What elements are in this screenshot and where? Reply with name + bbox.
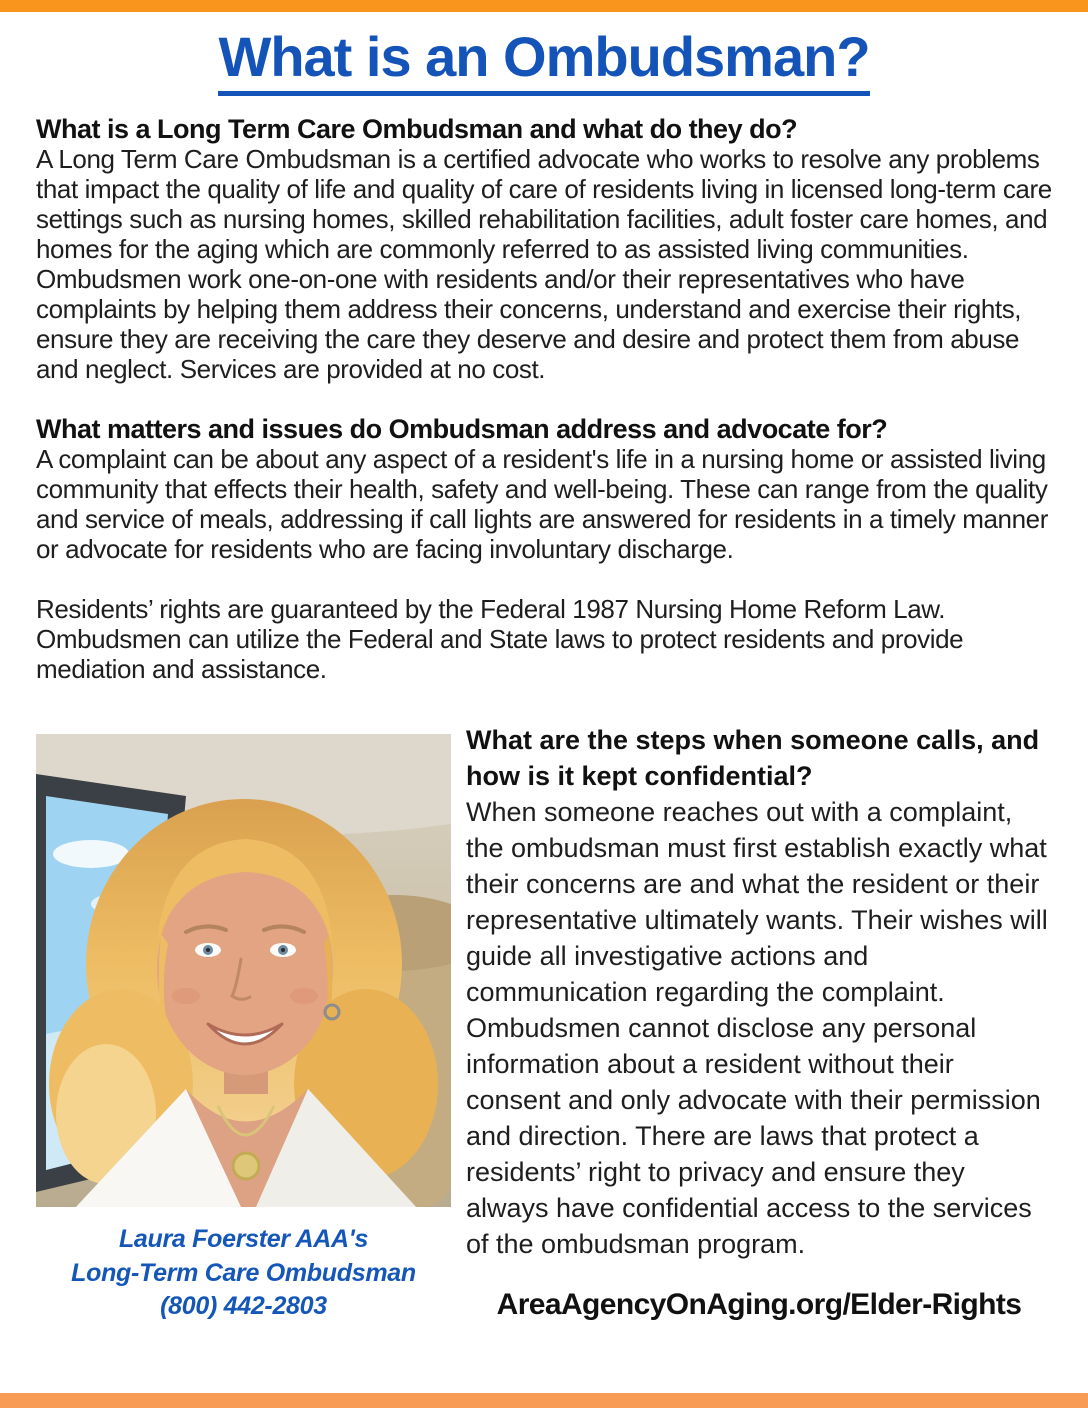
bottom-two-column-area	[36, 722, 1052, 1324]
section-3-body: Residents’ rights are guaranteed by the Federal 1987 Nursing Home Reform Law. Ombudsmen can utilize the Federal and State laws to protect residents and provide mediation and assistance.	[36, 593, 964, 684]
portrait-photo-svg	[36, 734, 451, 1207]
section-what-is-ombudsman	[36, 114, 1052, 384]
photo-column	[36, 722, 456, 1324]
qa-column	[456, 722, 1052, 1322]
section-2-heading: What matters and issues do Ombudsman address and advocate for?	[36, 413, 888, 444]
section-matters-issues	[36, 414, 1052, 564]
website-url: AreaAgencyOnAging.org/Elder-Rights	[496, 1287, 1022, 1321]
section-1-body: A Long Term Care Ombudsman is a certified advocate who works to resolve any problems that impact the quality of life and quality of care of residents living in licensed long-term care settings such as nursing homes, skilled rehabilitation facilities, adult foster care homes, and homes for the aging which are commonly referred to as assisted living communities. Ombudsmen work one-on-one with residents and/or their representatives who have complaints by helping them address their concerns, understand and exercise their rights, ensure they are receiving the care they deserve and desire and protect them from abuse and neglect. Services are provided at no cost.	[36, 143, 1052, 384]
top-accent-bar	[0, 0, 1088, 12]
qa-heading: What are the steps when someone calls, and how is it kept confidential?	[466, 724, 1040, 791]
portrait-photo	[36, 734, 451, 1207]
caption-name: Laura Foerster AAA's	[118, 1224, 369, 1253]
caption-phone: (800) 442-2803	[160, 1292, 327, 1321]
bottom-accent-bar	[0, 1393, 1088, 1408]
page-title: What is an Ombudsman?	[218, 28, 869, 96]
section-2-body: A complaint can be about any aspect of a resident's life in a nursing home or assisted living community that effects their health, safety and well-being. These can range from the quality and service of meals, addressing if call lights are answered for residents in a timely manner or advocate for residents who are facing involuntary discharge.	[36, 443, 1048, 564]
page-title-wrap	[36, 25, 1052, 96]
section-1-heading: What is a Long Term Care Ombudsman and what do they do?	[36, 113, 798, 144]
qa-body: When someone reaches out with a complaint, the ombudsman must first establish exactly what their concerns are and what the resident or their representative ultimately wants. Their wishes will guide all investigative actions and communication regarding the complaint. Ombudsmen cannot disclose any personal information about a resident without their consent and only advocate with their permission and direction. There are laws that protect a residents’ right to privacy and ensure they always have confidential access to the services of the ombudsman program.	[466, 796, 1048, 1259]
caption-role: Long-Term Care Ombudsman	[71, 1258, 416, 1287]
section-residents-rights	[36, 594, 1052, 684]
photo-caption	[36, 1223, 451, 1324]
